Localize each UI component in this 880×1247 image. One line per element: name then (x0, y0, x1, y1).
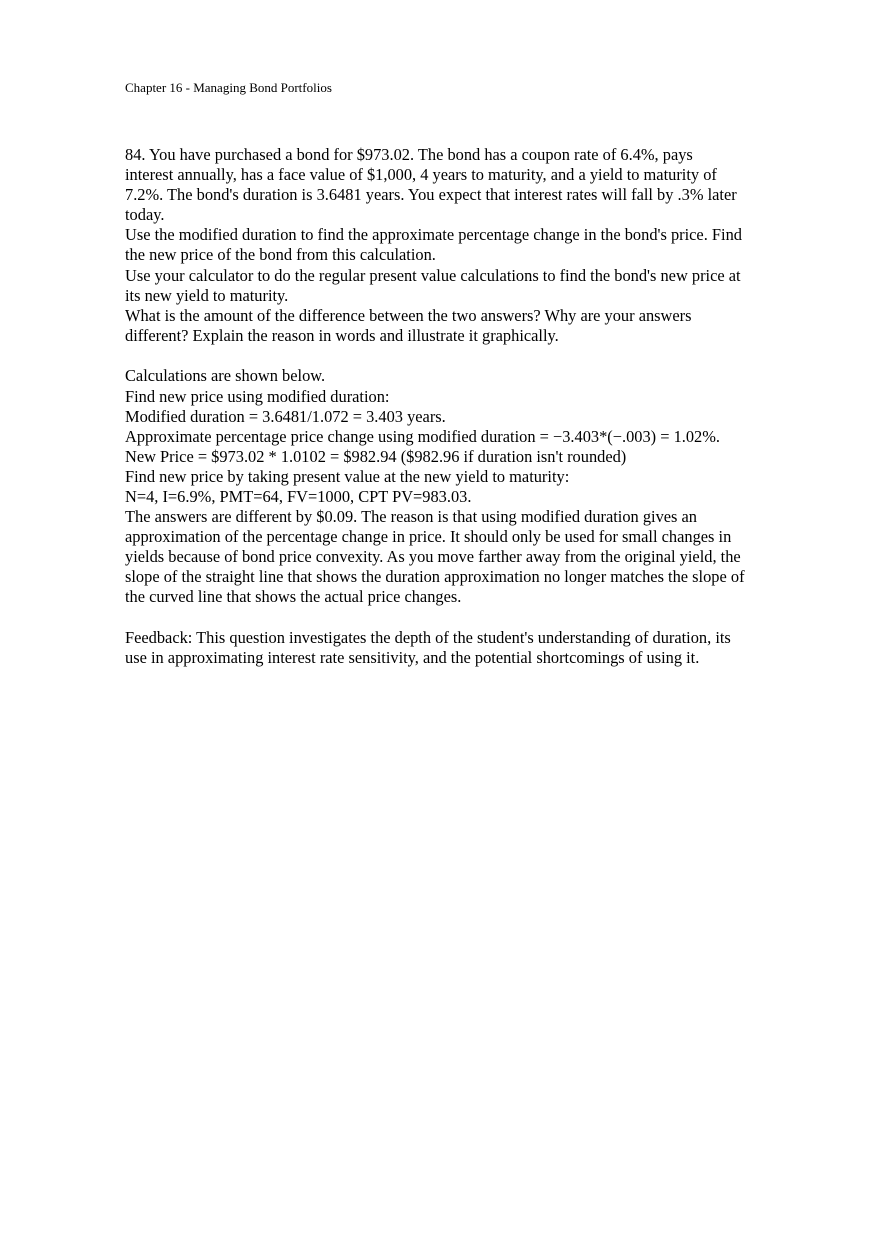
answer-line: yields because of bond price convexity. As you move farther away from the original yield, the (125, 547, 741, 567)
answer-line: The answers are different by $0.09. The reason is that using modified duration gives an (125, 507, 698, 527)
feedback-paragraph (125, 628, 785, 668)
answer-line: N=4, I=6.9%, PMT=64, FV=1000, CPT PV=983.03. (125, 487, 472, 506)
answer-line: New Price = $973.02 * 1.0102 = $982.94 ($982.96 if duration isn't rounded) (125, 446, 627, 466)
question-line: 7.2%. The bond's duration is 3.6481 years. You expect that interest rates will fall by .3% later (125, 185, 737, 205)
feedback-line: use in approximating interest rate sensitivity, and the potential shortcomings of using it. (125, 648, 700, 668)
answer-line: Find new price by taking present value at the new yield to maturity: (125, 466, 570, 486)
question-line: Use the modified duration to find the approximate percentage change in the bond's price. Find (125, 225, 742, 245)
question-line: interest annually, has a face value of $1,000, 4 years to maturity, and a yield to maturity of (125, 165, 717, 185)
page-content (125, 145, 785, 668)
chapter-header: Chapter 16 - Managing Bond Portfolios (125, 80, 332, 95)
answer-line: Calculations are shown below. (125, 366, 326, 386)
answer-paragraph (125, 366, 785, 607)
answer-line: approximation of the percentage change in price. It should only be used for small changes in (125, 527, 732, 547)
answer-line: Approximate percentage price change using modified duration = −3.403*(−.003) = 1.02%. (125, 426, 721, 446)
answer-line: slope of the straight line that shows the duration approximation no longer matches the slope of (125, 567, 745, 587)
paragraph-spacer (125, 608, 785, 629)
question-line: its new yield to maturity. (125, 285, 289, 305)
feedback-line: Feedback: This question investigates the depth of the student's understanding of duration, its (125, 628, 731, 648)
question-line: Use your calculator to do the regular present value calculations to find the bond's new price at (125, 265, 741, 285)
answer-line: the curved line that shows the actual price changes. (125, 587, 462, 607)
question-paragraph (125, 145, 785, 346)
question-line: 84. You have purchased a bond for $973.02. The bond has a coupon rate of 6.4%, pays (125, 145, 693, 164)
answer-line: Find new price using modified duration: (125, 386, 390, 406)
question-line: different? Explain the reason in words and illustrate it graphically. (125, 325, 559, 345)
question-line: today. (125, 205, 165, 225)
question-line: the new price of the bond from this calculation. (125, 245, 436, 265)
answer-line: Modified duration = 3.6481/1.072 = 3.403 years. (125, 406, 446, 426)
question-line: What is the amount of the difference between the two answers? Why are your answers (125, 305, 692, 325)
paragraph-spacer (125, 346, 785, 367)
